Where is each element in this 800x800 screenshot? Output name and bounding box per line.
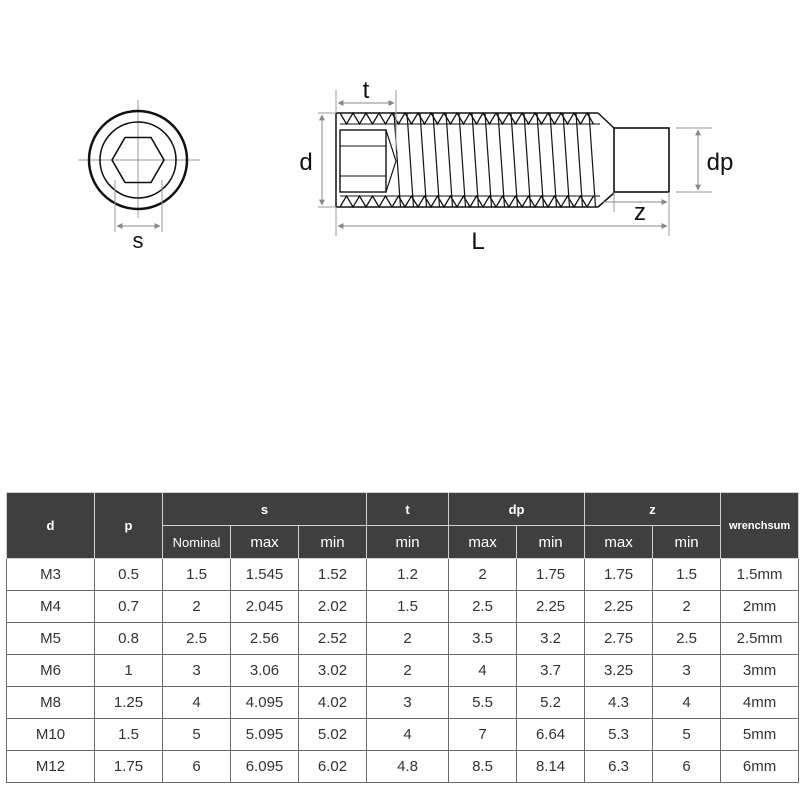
table-cell: M5	[7, 623, 95, 655]
table-cell: M12	[7, 751, 95, 783]
table-cell: 5mm	[721, 719, 799, 751]
table-row	[7, 655, 799, 687]
spec-table	[6, 492, 799, 783]
side-view	[299, 77, 733, 255]
table-cell: 2.02	[299, 591, 367, 623]
table-cell: M10	[7, 719, 95, 751]
table-cell: 1	[95, 655, 163, 687]
table-row	[7, 687, 799, 719]
col-subheader-z-max: max	[585, 526, 653, 559]
table-cell: 6mm	[721, 751, 799, 783]
table-cell: 2	[653, 591, 721, 623]
table-cell: 2	[367, 655, 449, 687]
table-cell: M6	[7, 655, 95, 687]
table-cell: 4.8	[367, 751, 449, 783]
table-row	[7, 623, 799, 655]
spec-table-container	[6, 492, 798, 783]
table-cell: 3.25	[585, 655, 653, 687]
table-cell: 1.5mm	[721, 559, 799, 591]
table-cell: 3mm	[721, 655, 799, 687]
table-cell: 4.3	[585, 687, 653, 719]
table-cell: 5.02	[299, 719, 367, 751]
table-cell: 3	[653, 655, 721, 687]
col-header-t: t	[367, 493, 449, 526]
table-cell: 2.5	[163, 623, 231, 655]
table-cell: 3	[367, 687, 449, 719]
table-cell: 1.25	[95, 687, 163, 719]
table-row	[7, 751, 799, 783]
dim-label-s: s	[132, 228, 144, 253]
col-subheader-t-min: min	[367, 526, 449, 559]
col-subheader-s-min: min	[299, 526, 367, 559]
table-cell: 6.095	[231, 751, 299, 783]
table-cell: 1.75	[585, 559, 653, 591]
table-cell: 6.64	[517, 719, 585, 751]
table-row	[7, 559, 799, 591]
col-subheader-dp-max: max	[449, 526, 517, 559]
table-cell: 2	[367, 623, 449, 655]
col-header-wrench: wrenchsum	[721, 493, 799, 559]
table-cell: 2.045	[231, 591, 299, 623]
table-cell: 0.7	[95, 591, 163, 623]
table-cell: 3.7	[517, 655, 585, 687]
table-cell: M4	[7, 591, 95, 623]
table-cell: 5	[653, 719, 721, 751]
table-cell: 4	[449, 655, 517, 687]
dim-label-t: t	[362, 77, 370, 104]
table-cell: 1.75	[95, 751, 163, 783]
table-cell: 2mm	[721, 591, 799, 623]
col-subheader-dp-min: min	[517, 526, 585, 559]
table-cell: 8.5	[449, 751, 517, 783]
table-cell: 0.5	[95, 559, 163, 591]
thread-lines	[394, 113, 596, 207]
technical-drawing	[0, 0, 800, 300]
dim-label-z: z	[634, 199, 646, 226]
table-cell: 6.3	[585, 751, 653, 783]
table-cell: 2.5	[449, 591, 517, 623]
table-cell: 5.3	[585, 719, 653, 751]
table-cell: 2.52	[299, 623, 367, 655]
table-cell: 4	[367, 719, 449, 751]
table-cell: 1.5	[367, 591, 449, 623]
table-cell: 2.75	[585, 623, 653, 655]
table-cell: 1.52	[299, 559, 367, 591]
table-cell: 2.25	[517, 591, 585, 623]
col-header-d: d	[7, 493, 95, 559]
table-cell: 2.25	[585, 591, 653, 623]
table-cell: 5.095	[231, 719, 299, 751]
table-cell: 4	[653, 687, 721, 719]
col-subheader-s-nominal: Nominal	[163, 526, 231, 559]
table-cell: 4mm	[721, 687, 799, 719]
table-cell: 1.5	[653, 559, 721, 591]
end-view	[78, 100, 200, 253]
col-header-p: p	[95, 493, 163, 559]
dim-label-L: L	[471, 228, 485, 255]
col-header-dp: dp	[449, 493, 585, 526]
table-cell: 3.02	[299, 655, 367, 687]
table-cell: 6	[653, 751, 721, 783]
table-cell: 2	[449, 559, 517, 591]
table-cell: M3	[7, 559, 95, 591]
col-header-s: s	[163, 493, 367, 526]
dim-label-d: d	[299, 149, 313, 176]
table-cell: 6.02	[299, 751, 367, 783]
table-cell: 1.545	[231, 559, 299, 591]
table-cell: 5.5	[449, 687, 517, 719]
col-subheader-s-max: max	[231, 526, 299, 559]
table-cell: 2.56	[231, 623, 299, 655]
table-cell: 2	[163, 591, 231, 623]
col-subheader-z-min: min	[653, 526, 721, 559]
col-header-z: z	[585, 493, 721, 526]
table-cell: 6	[163, 751, 231, 783]
table-cell: 1.75	[517, 559, 585, 591]
table-cell: 4	[163, 687, 231, 719]
table-cell: 4.02	[299, 687, 367, 719]
table-cell: 8.14	[517, 751, 585, 783]
table-row	[7, 719, 799, 751]
table-cell: 4.095	[231, 687, 299, 719]
table-cell: 1.2	[367, 559, 449, 591]
table-cell: 2.5	[653, 623, 721, 655]
table-cell: 2.5mm	[721, 623, 799, 655]
table-row	[7, 591, 799, 623]
table-cell: 5.2	[517, 687, 585, 719]
table-cell: 1.5	[163, 559, 231, 591]
table-cell: 3	[163, 655, 231, 687]
table-cell: 1.5	[95, 719, 163, 751]
table-cell: M8	[7, 687, 95, 719]
table-cell: 3.2	[517, 623, 585, 655]
table-cell: 3.06	[231, 655, 299, 687]
table-cell: 3.5	[449, 623, 517, 655]
dim-label-dp: dp	[706, 149, 734, 176]
table-cell: 7	[449, 719, 517, 751]
table-cell: 5	[163, 719, 231, 751]
table-cell: 0.8	[95, 623, 163, 655]
